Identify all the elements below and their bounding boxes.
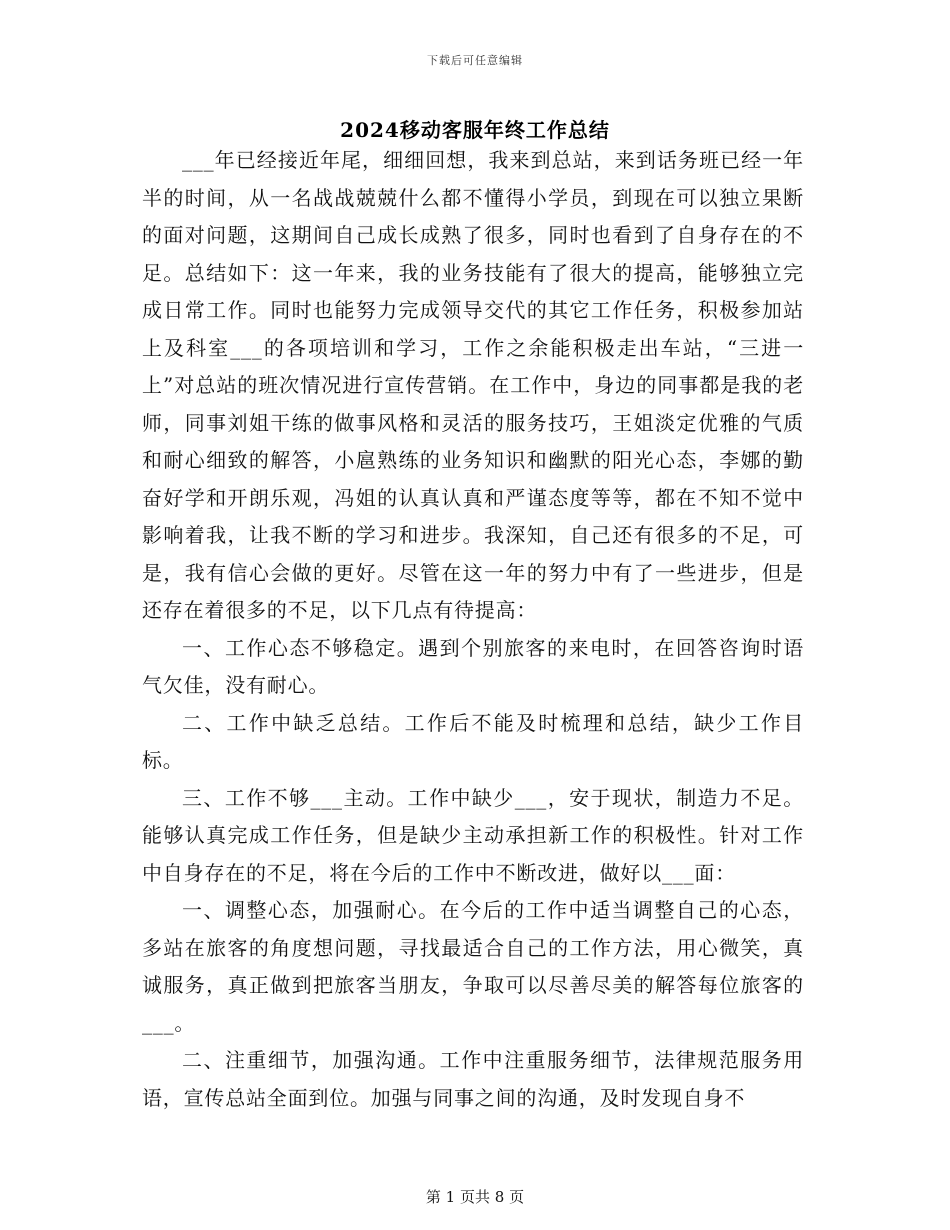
- paragraph-issue-3: 三、工作不够___主动。工作中缺少___，安于现状，制造力不足。能够认真完成工作任务，但是缺少主动承担新工作的积极性。针对工作中自身存在的不足，将在今后的工作中不断改进，做好以___面：: [142, 785, 804, 885]
- paragraph-issue-2: 二、工作中缺乏总结。工作后不能及时梳理和总结，缺少工作目标。: [142, 710, 804, 772]
- paragraph-intro: ___年已经接近年尾，细细回想，我来到总站，来到话务班已经一年半的时间，从一名战战兢兢什么都不懂得小学员，到现在可以独立果断的面对问题，这期间自己成长成熟了很多，同时也看到了自身存在的不足。总结如下：这一年来，我的业务技能有了很大的提高，能够独立完成日常工作。同时也能努力完成领导交代的其它工作任务，积极参加站上及科室___的各项培训和学习，工作之余能积极走出车站，“三进一上”对总站的班次情况进行宣传营销。在工作中，身边的同事都是我的老师，同事刘姐干练的做事风格和灵活的服务技巧，王姐淡定优雅的气质和耐心细致的解答，小扈熟练的业务知识和幽默的阳光心态，李娜的勤奋好学和开朗乐观，冯姐的认真认真和严谨态度等等，都在不知不觉中影响着我，让我不断的学习和进步。我深知，自己还有很多的不足，可是，我有信心会做的更好。尽管在这一年的努力中有了一些进步，但是还存在着很多的不足，以下几点有待提高：: [142, 148, 804, 622]
- paragraph-plan-1: 一、调整心态，加强耐心。在今后的工作中适当调整自己的心态，多站在旅客的角度想问题，寻找最适合自己的工作方法，用心微笑，真诚服务，真正做到把旅客当朋友，争取可以尽善尽美的解答每位旅客的___。: [142, 898, 804, 1035]
- paragraph-issue-1: 一、工作心态不够稳定。遇到个别旅客的来电时，在回答咨询时语气欠佳，没有耐心。: [142, 635, 804, 697]
- document-body: [142, 142, 804, 1117]
- header-note: 下载后可任意编辑: [427, 54, 523, 67]
- paragraph-plan-2: 二、注重细节，加强沟通。工作中注重服务细节，法律规范服务用语，宣传总站全面到位。加强与同事之间的沟通，及时发现自身不: [142, 1048, 804, 1110]
- document-title: 2024移动客服年终工作总结: [340, 118, 610, 142]
- page-number: 第 1 页共 8 页: [425, 1188, 525, 1206]
